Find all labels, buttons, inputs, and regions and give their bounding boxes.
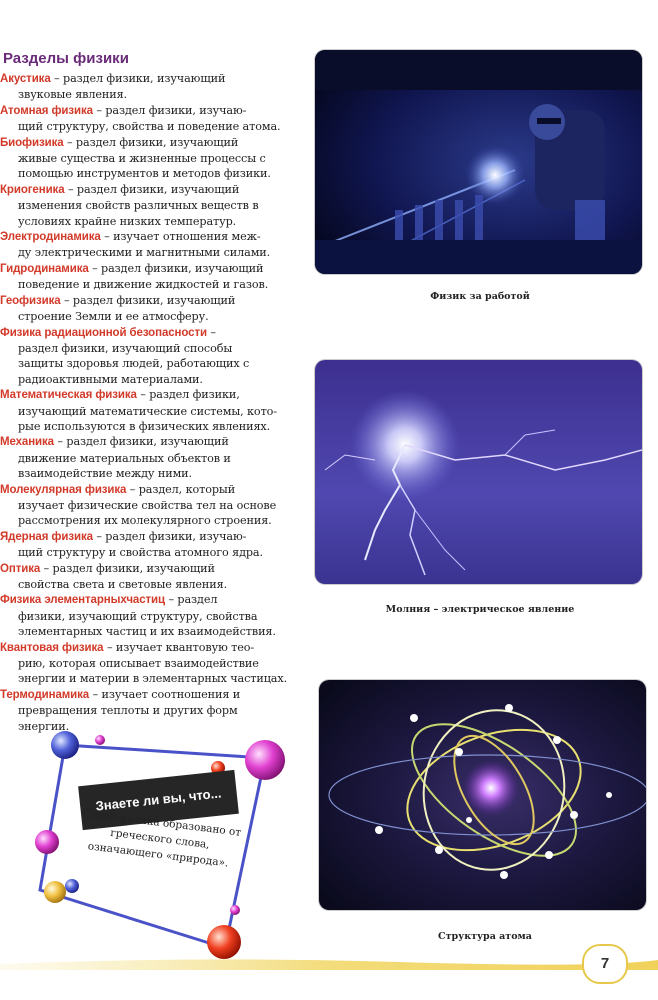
entry-def: – раздел физики, изучаю-	[92, 529, 247, 543]
entry-term: Механика	[0, 436, 54, 449]
atom-image	[319, 680, 646, 910]
entry-nuclear	[0, 529, 300, 561]
caption-atom: Структура атома	[438, 931, 532, 942]
entry-def: щий структуру, свойства и поведение атома.	[18, 120, 281, 134]
entry-term: Оптика	[0, 562, 41, 575]
photo-lightning	[315, 360, 642, 584]
entry-def: –	[206, 325, 216, 339]
entry-particle	[0, 592, 300, 639]
entry-def: изучающий математические системы, кото-	[18, 404, 277, 418]
entry-def: – раздел физики, изучающий	[50, 72, 226, 85]
entry-molecular	[0, 482, 300, 529]
sphere-icon	[35, 830, 59, 854]
entry-optics	[0, 561, 300, 593]
entry-def: – раздел физики, изучающий	[88, 261, 264, 275]
did-you-know-title: Знаете ли вы, что...	[78, 770, 239, 830]
entry-def: – раздел физики, изучающий	[64, 182, 240, 196]
section-title: Разделы физики	[3, 50, 129, 67]
sphere-icon	[95, 735, 105, 745]
entry-term: Молекулярная физика	[0, 483, 127, 496]
sphere-icon	[51, 731, 79, 759]
entry-term: Криогеника	[0, 183, 65, 196]
entry-term: Атомная физика	[0, 104, 93, 117]
entry-def: – раздел физики, изучающий	[60, 293, 236, 307]
entry-acoustics	[0, 71, 300, 103]
sphere-icon	[65, 879, 79, 893]
entry-mathematical	[0, 387, 300, 434]
entry-term: Квантовая физика	[0, 641, 104, 654]
sphere-icon	[245, 740, 285, 780]
entry-def: взаимодействие между ними.	[18, 467, 192, 481]
entry-radiation-safety	[0, 325, 300, 388]
entry-mechanics	[0, 434, 300, 481]
entry-def: щий структуру и свойства атомного ядра.	[18, 546, 263, 560]
entry-term: Акустика	[0, 73, 51, 85]
entry-term: Геофизика	[0, 294, 61, 307]
caption-lightning: Молния – электрическое явление	[385, 604, 575, 615]
entry-def: защиты здоровья людей, работающих с	[18, 357, 250, 371]
entry-term: Ядерная физика	[0, 530, 93, 543]
entry-def: – изучает квантовую тео-	[103, 640, 255, 654]
entry-def: раздел физики, изучающий способы	[18, 341, 233, 355]
entry-def: рию, которая описывает взаимодействие	[18, 657, 259, 671]
entry-def: – раздел, который	[126, 482, 236, 496]
entry-def: энергии и материи в элементарных частицах.	[18, 672, 288, 686]
did-you-know-text: Слово физика образовано от греческого слова, означающего «природа».	[82, 807, 242, 870]
caption-physicist: Физик за работой	[430, 291, 530, 302]
photo-atom	[319, 680, 646, 910]
bottom-band	[0, 950, 658, 974]
physicist-image	[315, 50, 642, 274]
entry-def: ду электрическими и магнитными силами.	[18, 246, 271, 260]
entry-def: – изучает отношения меж-	[100, 230, 261, 244]
entry-def: радиоактивными материалами.	[18, 372, 203, 386]
entry-def: изменения свойств различных веществ в	[18, 199, 259, 213]
entry-def: помощью инструментов и методов физики.	[18, 167, 271, 181]
entry-def: звуковые явления.	[18, 88, 128, 102]
entry-term: Физика радиационной безопасности	[0, 326, 207, 339]
entry-def: свойства света и световые явления.	[18, 578, 228, 591]
entry-term: Электродинамика	[0, 231, 101, 244]
physics-branches-list	[0, 71, 300, 734]
sphere-icon	[44, 881, 66, 903]
entry-def: строение Земли и ее атмосферу.	[18, 310, 209, 324]
entry-biophysics	[0, 135, 300, 182]
entry-def: живые существа и жизненные процессы с	[18, 152, 266, 166]
entry-def: – раздел физики, изучающий	[63, 135, 239, 149]
entry-term: Математическая физика	[0, 389, 137, 402]
entry-def: рассмотрения их молекулярного строения.	[18, 514, 272, 528]
entry-def: – раздел физики, изучающий	[53, 435, 229, 449]
entry-def: – раздел физики, изучающий	[40, 561, 215, 575]
entry-term: Термодинамика	[0, 688, 90, 701]
entry-def: изучает физические свойства тел на основе	[18, 498, 277, 512]
entry-atomic	[0, 103, 300, 135]
photo-physicist	[315, 50, 642, 274]
entry-cryogenics	[0, 182, 300, 229]
entry-def: физики, изучающий структуру, свойства	[18, 609, 258, 623]
entry-def: элементарных частиц и их взаимодействия.	[18, 625, 276, 639]
entry-def: условиях крайне низких температур.	[18, 214, 237, 228]
entry-def: энергии.	[18, 719, 70, 733]
page-number: 7	[582, 944, 628, 984]
entry-term: Физика элементарныхчастиц	[0, 594, 165, 607]
sphere-icon	[230, 905, 240, 915]
entry-def: – раздел физики, изучаю-	[92, 103, 247, 117]
entry-def: рые используются в физических явлениях.	[18, 419, 271, 433]
entry-def: – раздел физики,	[136, 388, 240, 402]
lightning-image	[315, 360, 642, 584]
entry-def: превращения теплоты и других форм	[18, 704, 238, 718]
entry-def: поведение и движение жидкостей и газов.	[18, 278, 269, 292]
entry-def: – изучает соотношения и	[89, 687, 241, 701]
entry-quantum	[0, 640, 300, 687]
entry-geophysics	[0, 293, 300, 325]
entry-hydrodynamics	[0, 261, 300, 293]
entry-def: движение материальных объектов и	[18, 451, 231, 465]
entry-def: – раздел	[165, 593, 218, 607]
entry-term: Биофизика	[0, 136, 64, 149]
entry-electrodynamics	[0, 229, 300, 261]
entry-term: Гидродинамика	[0, 262, 89, 275]
